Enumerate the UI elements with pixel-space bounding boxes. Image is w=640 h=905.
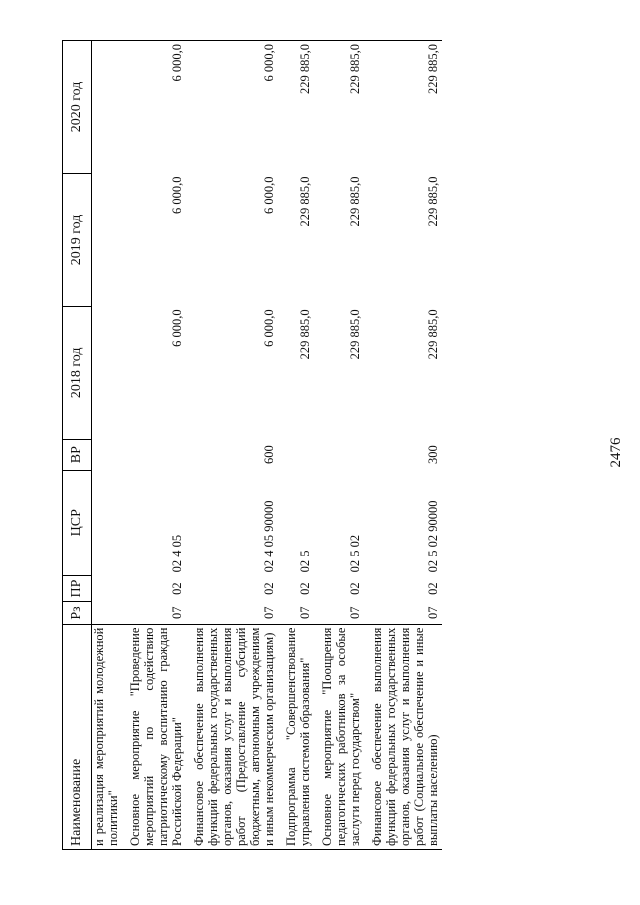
header-rz: Рз [63, 602, 92, 624]
row-pr: 02 [298, 582, 312, 595]
row-vr [314, 439, 364, 470]
row-rz: 07 [364, 602, 442, 624]
row-pr: 02 [262, 582, 276, 595]
row-rz: 07 [314, 602, 364, 624]
row-csr: 02 4 05 [170, 534, 184, 573]
budget-table [62, 40, 442, 850]
row-vr [122, 439, 186, 470]
row-2018: 229 885,0 [348, 309, 362, 360]
header-2019: 2019 год [63, 173, 92, 306]
table-row [314, 41, 364, 850]
row-2019: 6 000,0 [170, 176, 184, 214]
row-name: Финансовое обеспечение выполнения функций федеральных государственных органов, оказания услуг и выполнения работ (Предоставление субсидий бюджетным, автономным учреждениям и иным некоммерческим организациям) [186, 624, 278, 849]
table-header-row [63, 41, 92, 850]
row-2018: 6 000,0 [170, 309, 184, 347]
row-2020 [92, 41, 123, 174]
header-2018: 2018 год [63, 306, 92, 439]
row-csr: 02 5 02 [348, 534, 362, 573]
row-name: Основное мероприятие "Проведение мероприятий по содействию патриотическому воспитанию граждан Российской Федерации" [122, 624, 186, 849]
row-csr: 02 5 02 90000 [426, 500, 440, 573]
row-rz [92, 602, 123, 624]
row-2018: 229 885,0 [426, 309, 440, 360]
row-2018: 6 000,0 [262, 309, 276, 347]
header-pr: ПР [63, 575, 92, 601]
row-name: Финансовое обеспечение выполнения функций федеральных государственных органов, оказания услуг и выполнения работ (Социальное обеспечение и иные выплаты населению) [364, 624, 442, 849]
row-vr: 300 [426, 445, 440, 465]
row-2020: 6 000,0 [122, 41, 186, 174]
table-row [364, 41, 442, 850]
table-row [186, 41, 278, 850]
row-pr: 02 [426, 582, 440, 595]
row-name: Подпрограмма "Совершенствование управления системой образования" [278, 624, 314, 849]
row-rz: 07 [278, 602, 314, 624]
row-2019 [92, 173, 123, 306]
row-csr: 02 4 05 90000 [262, 500, 276, 573]
table-row [92, 41, 123, 850]
header-vr: ВР [63, 439, 92, 470]
row-rz: 07 [186, 602, 278, 624]
row-2019: 229 885,0 [298, 176, 312, 227]
row-pr: 02 [348, 582, 362, 595]
table-row [122, 41, 186, 850]
row-2020: 229 885,0 [278, 41, 314, 174]
page-number: 2476 [608, 437, 624, 468]
header-csr: ЦСР [63, 470, 92, 575]
row-vr [278, 439, 314, 470]
row-2020: 229 885,0 [364, 41, 442, 174]
row-2019: 229 885,0 [426, 176, 440, 227]
row-vr [92, 439, 123, 470]
row-name: и реализация мероприятий молодежной политики" [92, 624, 123, 849]
row-2019: 6 000,0 [262, 176, 276, 214]
row-2020: 229 885,0 [314, 41, 364, 174]
row-2018 [92, 306, 123, 439]
row-name: Основное мероприятие "Поощрения педагогических работников за особые заслуги перед государством" [314, 624, 364, 849]
row-vr: 600 [262, 445, 276, 465]
header-2020: 2020 год [63, 41, 92, 174]
row-pr: 02 [170, 582, 184, 595]
header-name: Наименование [63, 624, 92, 849]
row-2019: 229 885,0 [348, 176, 362, 227]
row-2020: 6 000,0 [186, 41, 278, 174]
row-csr [92, 470, 123, 575]
table-row [278, 41, 314, 850]
row-pr [92, 575, 123, 601]
row-2018: 229 885,0 [298, 309, 312, 360]
row-csr: 02 5 [298, 550, 312, 573]
row-rz: 07 [122, 602, 186, 624]
